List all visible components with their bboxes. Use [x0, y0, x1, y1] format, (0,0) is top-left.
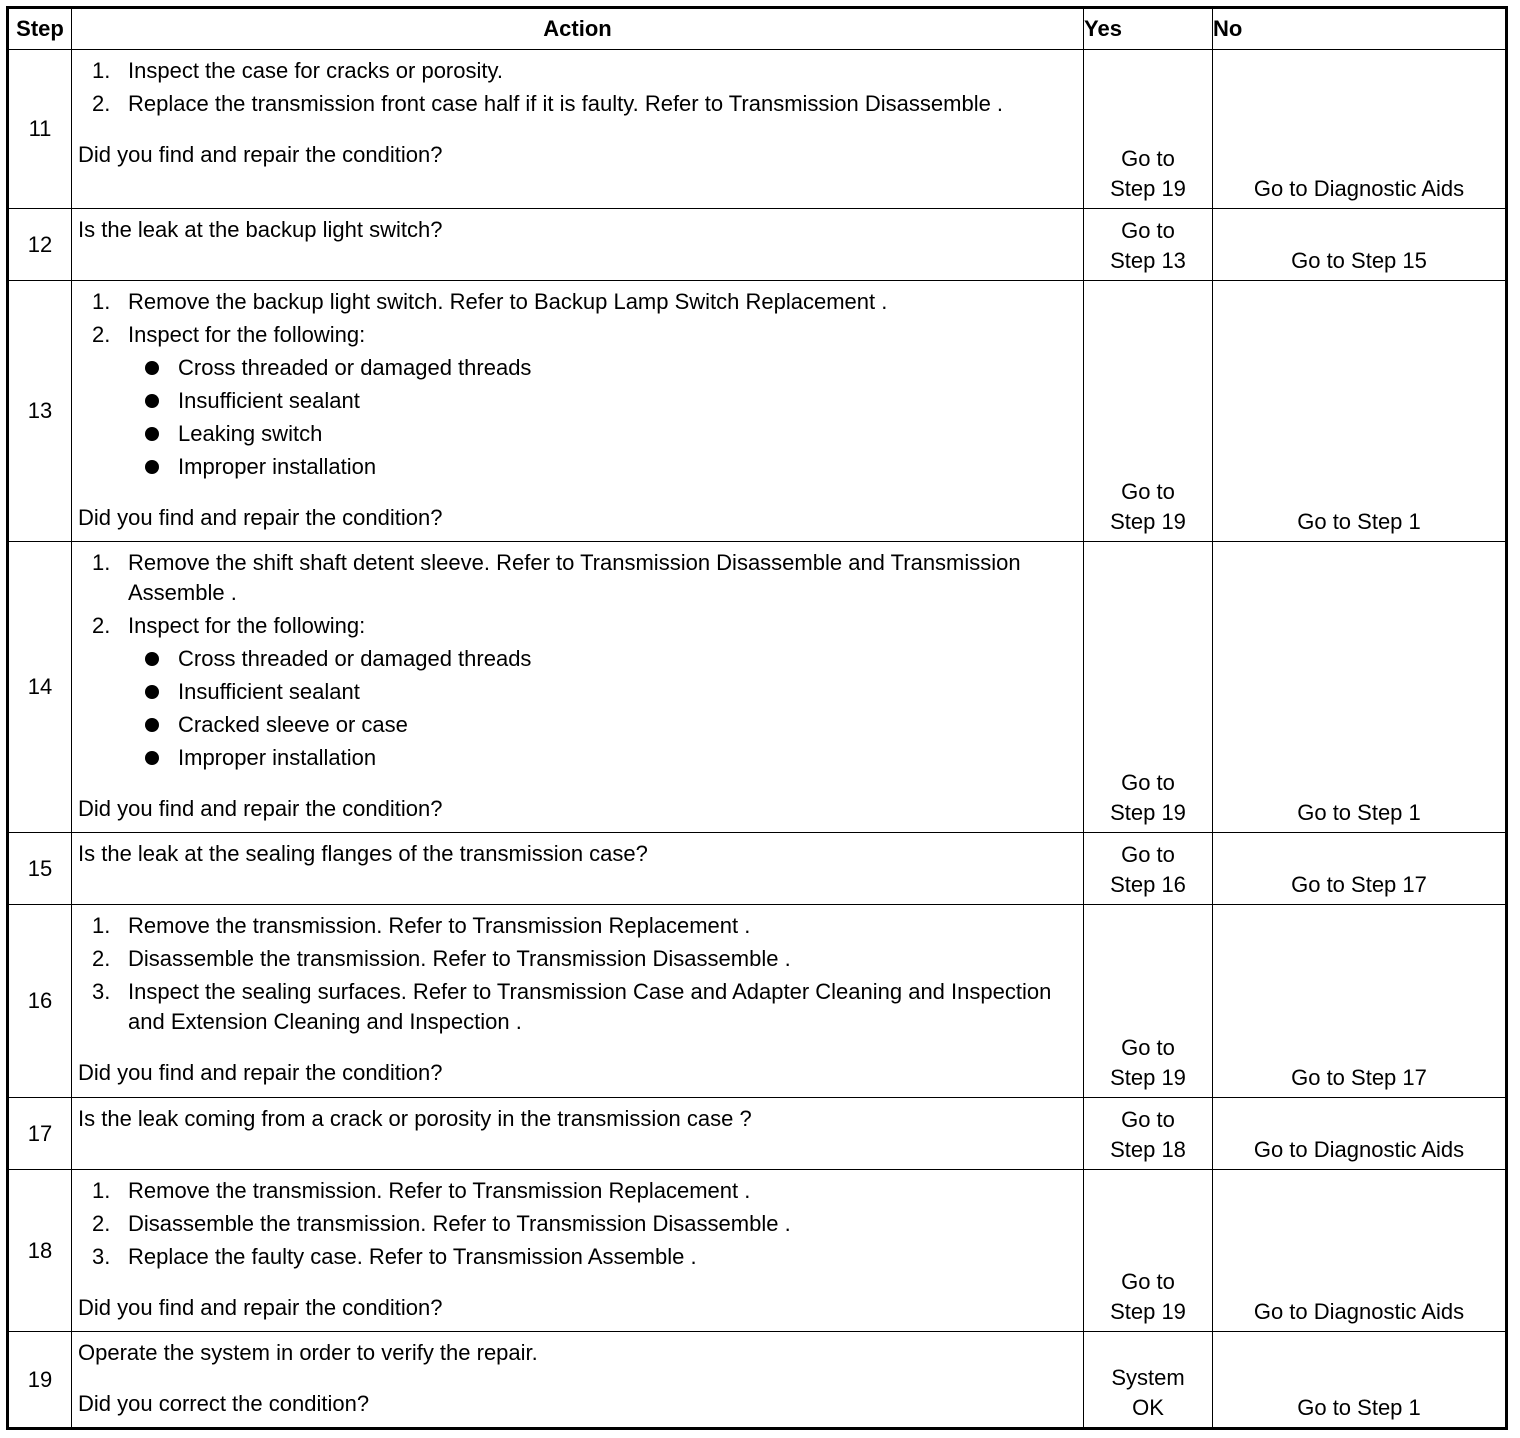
table-body — [8, 50, 1507, 1429]
action-question: Did you find and repair the condition? — [78, 1060, 443, 1085]
yes-result-line: Step 18 — [1110, 1137, 1186, 1162]
table-row — [8, 542, 1507, 833]
action-intro: Operate the system in order to verify the repair. — [78, 1340, 538, 1365]
step-item-text: Disassemble the transmission. Refer to Transmission Disassemble . — [128, 946, 791, 971]
action-step-item — [78, 287, 1077, 317]
yes-result-line: Go to — [1121, 842, 1175, 867]
step-item-text: Disassemble the transmission. Refer to Transmission Disassemble . — [128, 1211, 791, 1236]
step-item-text: Remove the transmission. Refer to Transmission Replacement . — [128, 913, 751, 938]
step-item-number: 2. — [92, 946, 111, 971]
header-row — [8, 8, 1507, 50]
step-item-number: 1. — [92, 1178, 111, 1203]
bullet-text: Insufficient sealant — [178, 388, 360, 413]
action-cell — [72, 905, 1084, 1098]
step-item-number: 1. — [92, 913, 111, 938]
yes-result — [1084, 542, 1213, 833]
step-item-text: Remove the backup light switch. Refer to Backup Lamp Switch Replacement . — [128, 289, 888, 314]
yes-result-line: Step 16 — [1110, 872, 1186, 897]
action-question: Is the leak at the backup light switch? — [78, 217, 443, 242]
step-item-number: 1. — [92, 550, 111, 575]
no-result: Go to Step 1 — [1213, 542, 1507, 833]
yes-result-line: Step 19 — [1110, 1065, 1186, 1090]
bullet-text: Insufficient sealant — [178, 679, 360, 704]
action-steps-list — [78, 287, 1077, 482]
step-item-text: Remove the shift shaft detent sleeve. Refer to Transmission Disassemble and Transmission Assemble . — [128, 550, 1021, 605]
bullet-dot-icon — [145, 394, 159, 408]
action-cell — [72, 542, 1084, 833]
bullet-text: Leaking switch — [178, 421, 323, 446]
step-number: 12 — [8, 209, 72, 281]
step-item-text: Inspect the case for cracks or porosity. — [128, 58, 503, 83]
action-step-item — [78, 1176, 1077, 1206]
no-result: Go to Diagnostic Aids — [1213, 50, 1507, 209]
bullet-dot-icon — [145, 751, 159, 765]
bullet-item — [128, 452, 1077, 482]
action-step-item — [78, 911, 1077, 941]
table-row — [8, 1170, 1507, 1332]
yes-result-line: Step 13 — [1110, 248, 1186, 273]
action-question: Is the leak at the sealing flanges of the transmission case? — [78, 841, 648, 866]
no-result: Go to Step 15 — [1213, 209, 1507, 281]
bullet-text: Improper installation — [178, 454, 377, 479]
yes-result-line: Step 19 — [1110, 800, 1186, 825]
action-question: Did you find and repair the condition? — [78, 505, 443, 530]
action-step-item — [78, 977, 1077, 1037]
bullet-dot-icon — [145, 361, 159, 375]
action-cell — [72, 1098, 1084, 1170]
diagnostic-table — [6, 6, 1508, 1430]
yes-result-line: Step 19 — [1110, 176, 1186, 201]
action-steps-list — [78, 56, 1077, 119]
step-number: 18 — [8, 1170, 72, 1332]
yes-result-line: Go to — [1121, 1107, 1175, 1132]
action-cell — [72, 1170, 1084, 1332]
action-step-item — [78, 548, 1077, 608]
action-cell — [72, 1332, 1084, 1429]
bullet-dot-icon — [145, 427, 159, 441]
action-question: Is the leak coming from a crack or porosity in the transmission case ? — [78, 1106, 752, 1131]
no-result: Go to Step 17 — [1213, 905, 1507, 1098]
yes-result — [1084, 209, 1213, 281]
yes-result — [1084, 50, 1213, 209]
table-row — [8, 50, 1507, 209]
action-steps-list — [78, 548, 1077, 773]
table-row — [8, 905, 1507, 1098]
step-item-text: Inspect for the following: — [128, 322, 366, 347]
step-number: 11 — [8, 50, 72, 209]
bullet-text: Improper installation — [178, 745, 377, 770]
action-step-item — [78, 944, 1077, 974]
table-row — [8, 209, 1507, 281]
no-result: Go to Step 1 — [1213, 1332, 1507, 1429]
step-item-number: 2. — [92, 1211, 111, 1236]
yes-result-line: Go to — [1121, 1269, 1175, 1294]
step-item-text: Inspect for the following: — [128, 613, 366, 638]
yes-result-line: System — [1111, 1365, 1185, 1390]
no-result: Go to Step 17 — [1213, 833, 1507, 905]
bullet-dot-icon — [145, 685, 159, 699]
yes-result-line: Go to — [1121, 479, 1175, 504]
action-step-item — [78, 89, 1077, 119]
action-steps-list — [78, 1176, 1077, 1272]
step-item-number: 3. — [92, 979, 111, 1004]
step-item-number: 1. — [92, 289, 111, 314]
no-result: Go to Step 1 — [1213, 281, 1507, 542]
bullet-list — [128, 644, 1077, 773]
bullet-text: Cross threaded or damaged threads — [178, 355, 532, 380]
bullet-item — [128, 644, 1077, 674]
step-item-number: 3. — [92, 1244, 111, 1269]
action-cell — [72, 281, 1084, 542]
header-action: Action — [72, 8, 1084, 50]
step-item-text: Replace the faulty case. Refer to Transmission Assemble . — [128, 1244, 697, 1269]
bullet-dot-icon — [145, 652, 159, 666]
step-item-number: 2. — [92, 613, 111, 638]
step-item-text: Replace the transmission front case half if it is faulty. Refer to Transmission Disassemble . — [128, 91, 1004, 116]
bullet-item — [128, 710, 1077, 740]
bullet-item — [128, 677, 1077, 707]
action-question: Did you find and repair the condition? — [78, 796, 443, 821]
header-step: Step — [8, 8, 72, 50]
yes-result-line: Go to — [1121, 1035, 1175, 1060]
step-number: 16 — [8, 905, 72, 1098]
yes-result-line: Step 19 — [1110, 1299, 1186, 1324]
yes-result-line: Go to — [1121, 218, 1175, 243]
yes-result — [1084, 1098, 1213, 1170]
bullet-dot-icon — [145, 460, 159, 474]
bullet-item — [128, 743, 1077, 773]
no-result: Go to Diagnostic Aids — [1213, 1170, 1507, 1332]
action-step-item — [78, 1209, 1077, 1239]
step-item-number: 1. — [92, 58, 111, 83]
step-number: 14 — [8, 542, 72, 833]
action-step-item — [78, 320, 1077, 482]
no-result: Go to Diagnostic Aids — [1213, 1098, 1507, 1170]
action-question: Did you find and repair the condition? — [78, 142, 443, 167]
yes-result-line: Go to — [1121, 146, 1175, 171]
bullet-dot-icon — [145, 718, 159, 732]
action-step-item — [78, 56, 1077, 86]
action-question: Did you find and repair the condition? — [78, 1295, 443, 1320]
bullet-text: Cross threaded or damaged threads — [178, 646, 532, 671]
step-number: 17 — [8, 1098, 72, 1170]
step-number: 15 — [8, 833, 72, 905]
action-step-item — [78, 611, 1077, 773]
step-item-text: Remove the transmission. Refer to Transmission Replacement . — [128, 1178, 751, 1203]
action-cell — [72, 209, 1084, 281]
step-item-number: 2. — [92, 91, 111, 116]
bullet-item — [128, 419, 1077, 449]
bullet-list — [128, 353, 1077, 482]
step-item-text: Inspect the sealing surfaces. Refer to Transmission Case and Adapter Cleaning and Inspection and Extension Cleaning and Inspection . — [128, 979, 1052, 1034]
bullet-item — [128, 353, 1077, 383]
step-item-number: 2. — [92, 322, 111, 347]
action-question: Did you correct the condition? — [78, 1391, 370, 1416]
yes-result — [1084, 905, 1213, 1098]
yes-result-line: Go to — [1121, 770, 1175, 795]
yes-result — [1084, 281, 1213, 542]
table-row — [8, 281, 1507, 542]
bullet-item — [128, 386, 1077, 416]
bullet-text: Cracked sleeve or case — [178, 712, 408, 737]
action-cell — [72, 833, 1084, 905]
table-row — [8, 1332, 1507, 1429]
step-number: 13 — [8, 281, 72, 542]
table-row — [8, 1098, 1507, 1170]
action-steps-list — [78, 911, 1077, 1037]
yes-result — [1084, 833, 1213, 905]
table-row — [8, 833, 1507, 905]
yes-result — [1084, 1170, 1213, 1332]
yes-result-line: OK — [1132, 1395, 1164, 1420]
step-number: 19 — [8, 1332, 72, 1429]
action-cell — [72, 50, 1084, 209]
header-yes: Yes — [1084, 8, 1213, 50]
header-no: No — [1213, 8, 1507, 50]
action-step-item — [78, 1242, 1077, 1272]
yes-result — [1084, 1332, 1213, 1429]
yes-result-line: Step 19 — [1110, 509, 1186, 534]
